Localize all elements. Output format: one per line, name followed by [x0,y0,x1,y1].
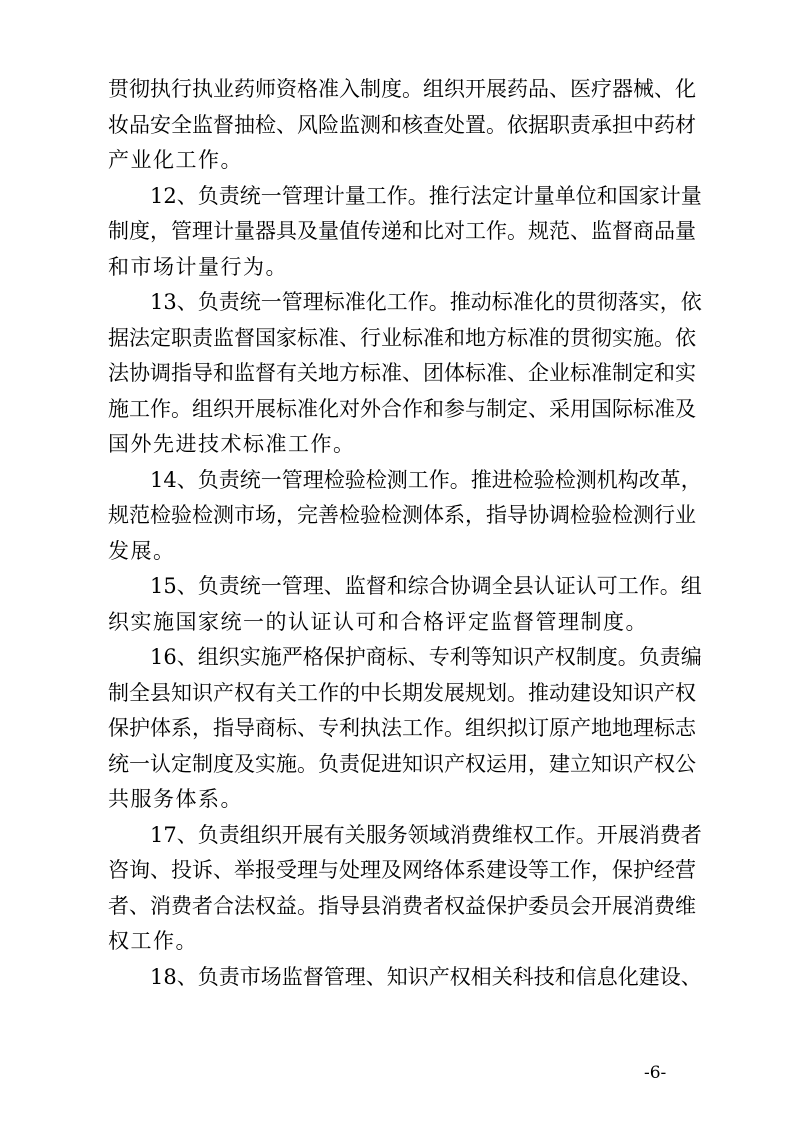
text-line: 13、负责统一管理标准化工作。推动标准化的贯彻落实，依 [150,290,702,314]
text-line: 权工作。 [108,929,198,953]
text-line: 国外先进技术标准工作。 [108,432,356,456]
text-line: 和市场计量行为。 [108,254,288,279]
page-number: -6- [644,1063,667,1083]
text-line: 织实施国家统一的认证认可和合格评定监督管理制度。 [108,609,648,634]
text-line: 14、负责统一管理检验检测工作。推进检验检测机构改革， [150,467,702,492]
text-line: 者、消费者合法权益。指导县消费者权益保护委员会开展消费维 [108,893,696,918]
text-line: 制全县知识产权有关工作的中长期发展规划。推动建设知识产权 [108,680,696,705]
text-line: 据法定职责监督国家标准、行业标准和地方标准的贯彻实施。依 [108,325,696,350]
text-line: 18、负责市场监督管理、知识产权相关科技和信息化建设、 [150,964,702,989]
text-line: 法协调指导和监督有关地方标准、团体标准、企业标准制定和实 [108,361,696,385]
text-line: 规范检验检测市场，完善检验检测体系，指导协调检验检测行业 [108,503,696,527]
text-line: 15、负责统一管理、监督和综合协调全县认证认可工作。组 [150,574,702,598]
text-line: 保护体系，指导商标、专利执法工作。组织拟订原产地地理标志 [108,716,696,740]
text-line: 咨询、投诉、举报受理与处理及网络体系建设等工作，保护经营 [108,858,696,882]
document-body [108,72,702,995]
text-line: 贯彻执行执业药师资格准入制度。组织开展药品、医疗器械、化 [108,77,696,101]
text-line: 制度，管理计量器具及量值传递和比对工作。规范、监督商品量 [108,219,696,243]
text-line: 发展。 [108,538,176,563]
text-line: 16、组织实施严格保护商标、专利等知识产权制度。负责编 [150,645,702,669]
text-line: 共服务体系。 [108,787,243,811]
text-line: 产业化工作。 [108,148,243,172]
text-line: 施工作。组织开展标准化对外合作和参与制定、采用国际标准及 [108,396,696,421]
text-line: 统一认定制度及实施。负责促进知识产权运用，建立知识产权公 [108,751,696,776]
text-line: 12、负责统一管理计量工作。推行法定计量单位和国家计量 [150,183,702,208]
text-line: 妆品安全监督抽检、风险监测和核查处置。依据职责承担中药材 [108,112,696,137]
text-line: 17、负责组织开展有关服务领域消费维权工作。开展消费者 [150,822,702,847]
